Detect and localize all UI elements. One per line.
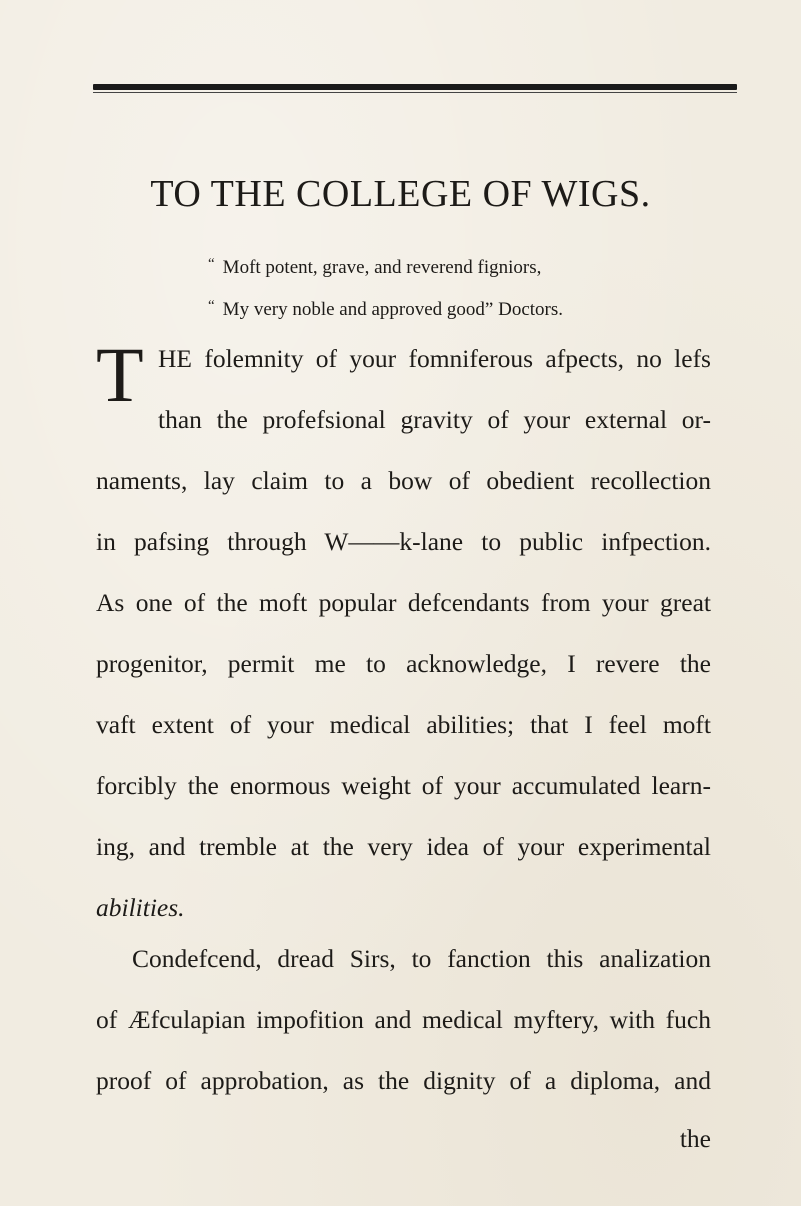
epigraph-line-2 <box>208 298 563 321</box>
body-line-8: forcibly the enormous weight of your accumulated learn- <box>96 771 711 800</box>
page-title: TO THE COLLEGE OF WIGS. <box>150 173 651 215</box>
body-line-4: in pafsing through W——k-lane to public infpection. <box>96 527 711 556</box>
body-line-3: naments, lay claim to a bow of obedient recollection <box>96 466 711 495</box>
header-rule <box>93 84 737 90</box>
body-line-1: HE folemnity of your fomniferous afpects, no lefs <box>158 344 711 373</box>
body-line-7: vaft extent of your medical abilities; that I feel moft <box>96 710 711 739</box>
catchword: the <box>679 1124 711 1153</box>
body-line-9: ing, and tremble at the very idea of your experimental <box>96 832 711 861</box>
drop-cap: T <box>96 331 144 418</box>
body-line-5: As one of the moft popular defcendants from your great <box>96 588 711 617</box>
body-line-11: Condefcend, dread Sirs, to fanction this analization <box>132 944 711 973</box>
header-rule-thin <box>93 92 737 93</box>
body-line-6: progenitor, permit me to acknowledge, I revere the <box>96 649 711 678</box>
epigraph-text-2: My very noble and approved good” Doctors. <box>222 299 564 320</box>
quote-mark: “ <box>208 298 215 314</box>
quote-mark: “ <box>208 256 215 272</box>
epigraph-line-1 <box>208 256 541 279</box>
body-line-10: abilities. <box>96 893 185 922</box>
body-line-12: of Æfculapian impofition and medical myftery, with fuch <box>96 1005 711 1034</box>
body-line-13: proof of approbation, as the dignity of a diploma, and <box>96 1066 711 1095</box>
body-line-2: than the profefsional gravity of your external or- <box>158 405 711 434</box>
epigraph-text-1: Moft potent, grave, and reverend figniors, <box>222 257 542 278</box>
